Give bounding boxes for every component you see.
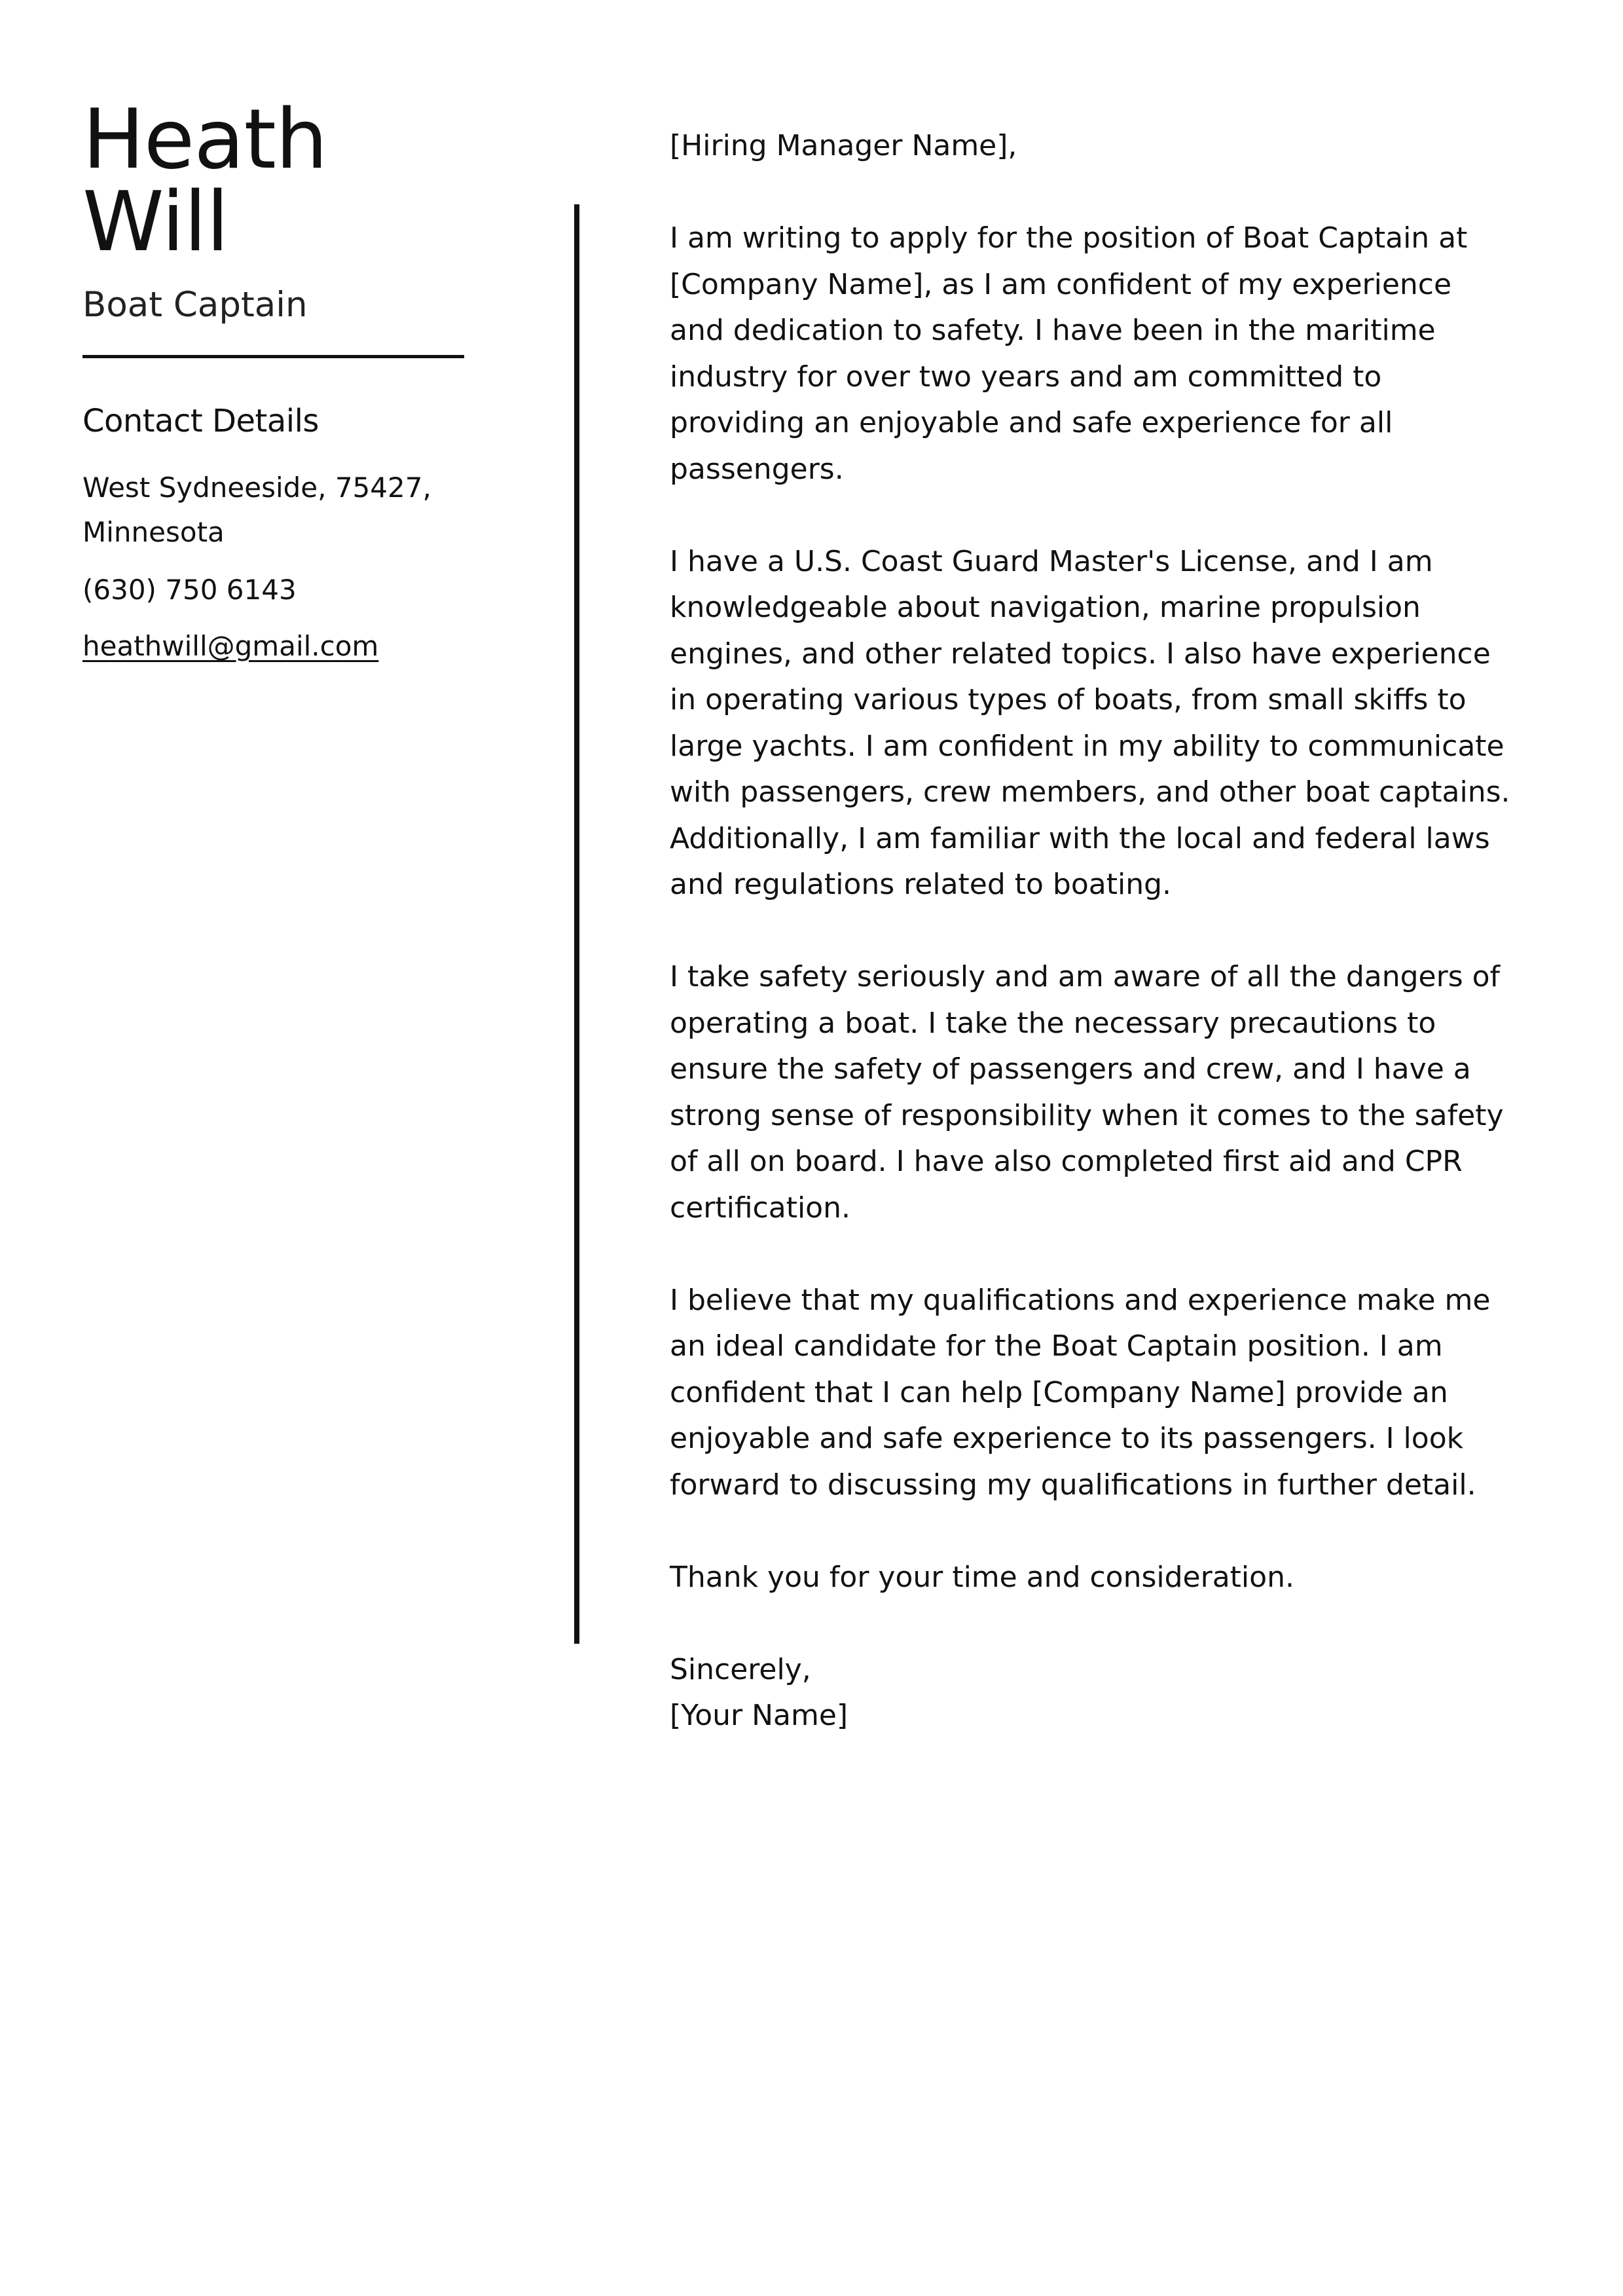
contact-phone: (630) 750 6143: [82, 574, 297, 606]
sidebar: [82, 91, 475, 669]
letter-signature: [Your Name]: [670, 1699, 848, 1732]
contact-email-link[interactable]: heathwill@gmail.com: [82, 630, 379, 662]
letter-paragraph: I am writing to apply for the position of Boat Captain at [Company Name], as I am confident of my experience and dedication to safety. I have been in the maritime industry for over two years and am committed to providing an enjoyable and safe experience for all passengers.: [670, 221, 1468, 486]
contact-details-heading: Contact Details: [82, 403, 319, 439]
letter-salutation: [Hiring Manager Name],: [670, 129, 1017, 162]
header-divider: [82, 355, 464, 358]
letter-paragraph: I take safety seriously and am aware of all the dangers of operating a boat. I take the necessary precautions to ensure the safety of passengers and crew, and I have a strong sense of responsibility when it comes to the safety of all on board. I have also completed first aid and CPR certification.: [670, 960, 1504, 1225]
letter-paragraph: I believe that my qualifications and experience make me an ideal candidate for the Boat Captain position. I am confident that I can help [Company Name] provide an enjoyable and safe experience to its passengers. I look forward to discussing my qualifications in further detail.: [670, 1283, 1491, 1502]
job-title: Boat Captain: [82, 285, 308, 325]
letter-body: [670, 123, 1514, 1739]
column-divider: [574, 204, 579, 1644]
candidate-name: [82, 91, 475, 270]
letter-paragraph: I have a U.S. Coast Guard Master's License, and I am knowledgeable about navigation, marine propulsion engines, and other related topics. I also have experience in operating various types of boats, from small skiffs to large yachts. I am confident in my ability to communicate with passengers, crew members, and other boat captains. Additionally, I am familiar with the local and federal laws and regulations related to boating.: [670, 544, 1510, 901]
first-name: Heath: [82, 91, 327, 187]
letter-closing: Sincerely,: [670, 1652, 811, 1686]
letter-paragraph: Thank you for your time and consideration.: [670, 1560, 1294, 1594]
last-name: Will: [82, 174, 228, 270]
contact-address: West Sydneeside, 75427, Minnesota: [82, 472, 431, 548]
